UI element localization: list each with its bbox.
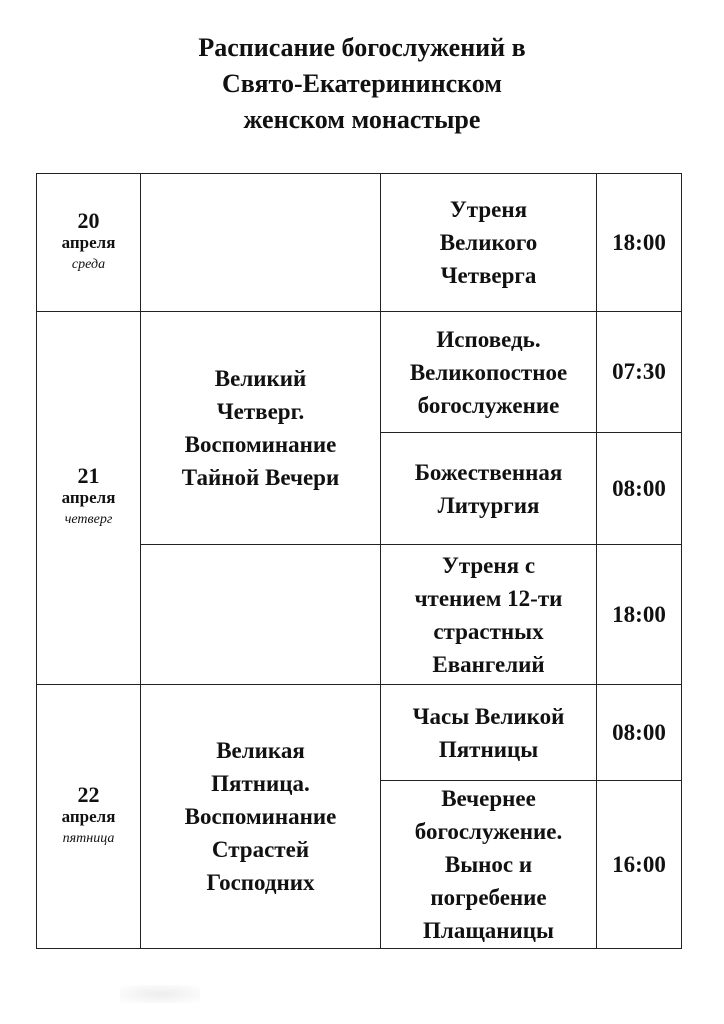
month-label: апреля — [61, 232, 116, 252]
feast-cell — [141, 312, 381, 545]
day-number: 20 — [77, 207, 100, 233]
service-line: Четверга — [440, 263, 537, 288]
feast-line: Воспоминание — [184, 432, 337, 457]
service-line: Вечернее — [441, 786, 536, 811]
feast-line: Пятница. — [211, 771, 310, 796]
month-label: апреля — [61, 806, 116, 826]
time-cell: 08:00 — [597, 685, 682, 781]
feast-line: Страстей — [211, 837, 310, 862]
feast-cell — [141, 545, 381, 685]
date-cell — [37, 685, 141, 949]
table-row — [37, 685, 682, 781]
service-line: Часы Великой — [412, 703, 565, 729]
service-line: Плащаницы — [423, 918, 554, 943]
date-cell — [37, 312, 141, 685]
day-number: 22 — [77, 781, 100, 807]
service-line: Утреня с — [441, 552, 536, 578]
month-label: апреля — [61, 488, 116, 507]
service-line: Литургия — [437, 492, 540, 518]
feast-line: Господних — [206, 870, 315, 895]
service-line: погребение — [430, 885, 547, 910]
page-title — [0, 30, 724, 138]
service-line: Утреня — [449, 197, 528, 222]
service-line: Исповедь. — [436, 326, 541, 352]
feast-line: Великая — [216, 738, 305, 763]
time-cell: 07:30 — [597, 312, 682, 433]
service-cell — [381, 545, 597, 685]
feast-line: Великий — [214, 366, 307, 391]
scan-smudge — [120, 985, 200, 1003]
feast-line: Четверг. — [216, 399, 305, 424]
service-line: страстных — [433, 618, 544, 644]
date-cell — [37, 174, 141, 312]
time-cell: 08:00 — [597, 433, 682, 545]
service-cell — [381, 685, 597, 781]
service-line: Пятницы — [438, 736, 539, 762]
service-line: Великопостное — [409, 359, 568, 385]
feast-line: Воспоминание — [184, 804, 337, 829]
title-line: женском монастыре — [243, 105, 481, 134]
time-cell: 18:00 — [597, 545, 682, 685]
service-line: Евангелий — [432, 651, 545, 677]
service-cell — [381, 312, 597, 433]
feast-cell — [141, 685, 381, 949]
service-cell — [381, 433, 597, 545]
time-cell: 16:00 — [597, 781, 682, 949]
weekday-label: пятница — [62, 830, 115, 846]
title-line: Свято-Екатерининском — [222, 69, 502, 98]
service-line: Вынос и — [444, 852, 533, 877]
table-row — [37, 174, 682, 312]
service-line: богослужение. — [414, 819, 563, 844]
day-number: 21 — [77, 463, 100, 488]
service-cell — [381, 781, 597, 949]
feast-line: Тайной Вечери — [181, 465, 340, 490]
time-cell: 18:00 — [597, 174, 682, 312]
service-line: Великого — [439, 230, 538, 255]
schedule-table — [36, 173, 682, 949]
service-line: чтением 12-ти — [414, 585, 563, 611]
title-line: Расписание богослужений в — [198, 33, 526, 62]
feast-cell — [141, 174, 381, 312]
service-line: богослужение — [417, 392, 560, 418]
weekday-label: четверг — [64, 512, 113, 527]
weekday-label: среда — [71, 256, 106, 272]
service-line: Божественная — [414, 459, 563, 485]
table-row — [37, 312, 682, 433]
service-cell — [381, 174, 597, 312]
